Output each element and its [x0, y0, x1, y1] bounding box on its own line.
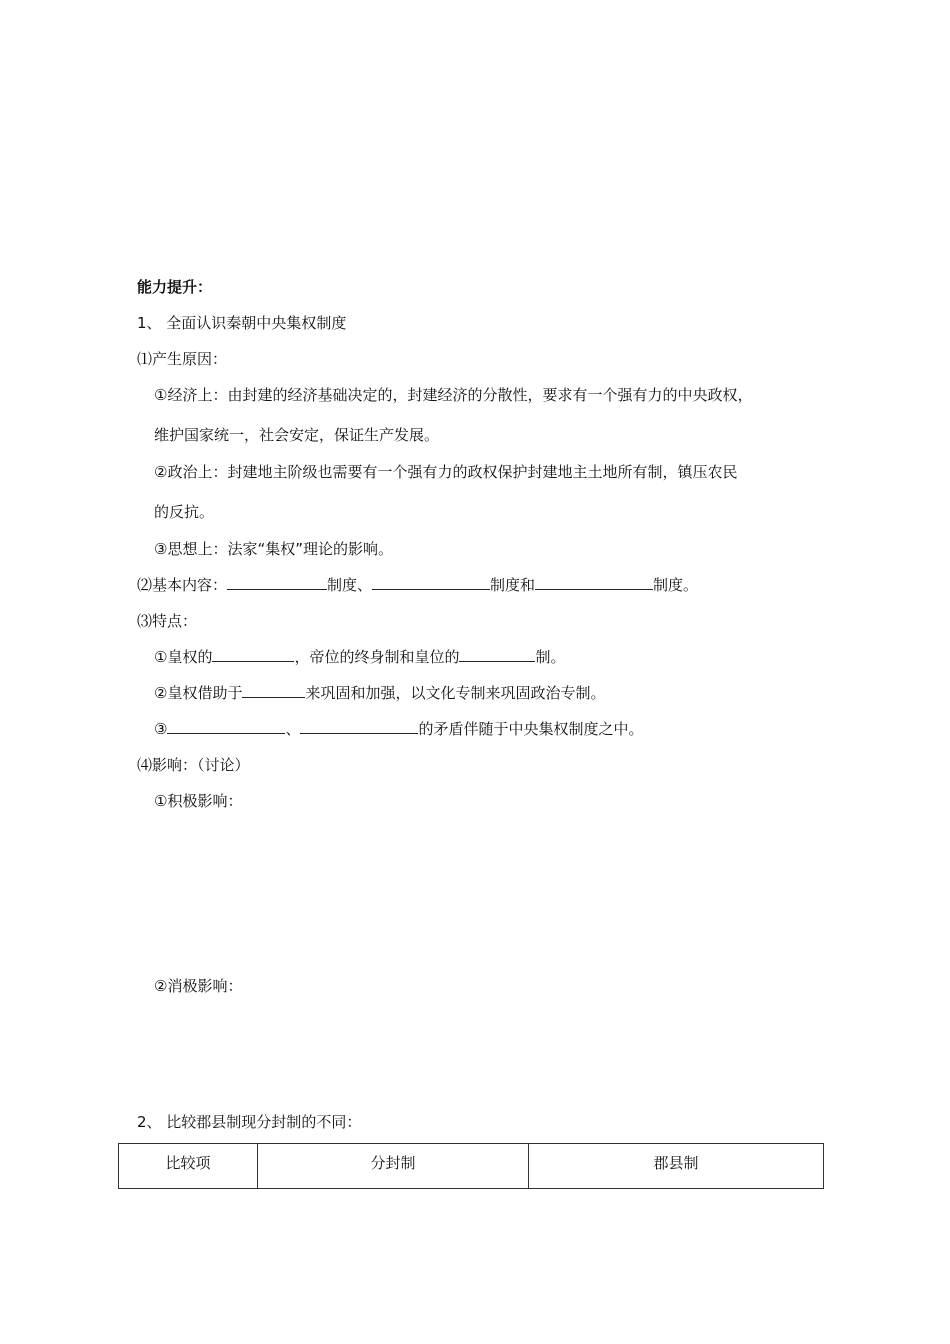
comparison-table [118, 1143, 824, 1189]
political-reason-line-1: ②政治上：封建地主阶级也需要有一个强有力的政权保护封建地主土地所有制，镇压农民 [154, 463, 738, 481]
table-header-row [119, 1144, 824, 1189]
economic-reason-line-2: 维护国家统一，社会安定，保证生产发展。 [154, 426, 440, 444]
feature-b-prefix: ②皇权借助于 [154, 684, 243, 702]
feature-a-middle: ，帝位的终身制和皇位的 [294, 648, 460, 666]
basic-content-line [137, 575, 698, 595]
economic-reason-line-1: ①经济上：由封建的经济基础决定的，封建经济的分散性，要求有一个强有力的中央政权， [154, 386, 753, 404]
fill-blank[interactable] [300, 719, 418, 734]
table-header-cell: 郡县制 [529, 1144, 824, 1189]
ideological-reason: ③思想上：法家“集权”理论的影响。 [154, 540, 393, 558]
negative-impact-label: ②消极影响： [154, 977, 243, 995]
basic-content-label: ⑵基本内容： [137, 576, 228, 594]
positive-impact-label: ①积极影响： [154, 792, 243, 810]
feature-a-prefix: ①皇权的 [154, 648, 213, 666]
fill-blank[interactable] [535, 575, 653, 590]
feature-c-suffix: 的矛盾伴随于中央集权制度之中。 [418, 720, 644, 738]
section-heading: 能力提升： [137, 278, 213, 296]
feature-a-suffix: 制。 [535, 648, 566, 666]
feature-c-line [154, 719, 643, 739]
basic-content-sep-2: 制度和 [490, 576, 536, 594]
feature-b-line [154, 683, 605, 703]
fill-blank[interactable] [212, 647, 294, 662]
question-1-title: 1、 全面认识秦朝中央集权制度 [137, 314, 347, 332]
fill-blank[interactable] [242, 683, 305, 698]
feature-a-line [154, 647, 565, 667]
table-header-cell: 分封制 [258, 1144, 529, 1189]
basic-content-sep-1: 制度、 [327, 576, 373, 594]
question-2-title: 2、 比较郡县制现分封制的不同： [137, 1113, 362, 1131]
fill-blank[interactable] [227, 575, 327, 590]
part-3-label: ⑶特点： [137, 612, 198, 630]
part-4-label: ⑷影响：（讨论） [137, 756, 250, 774]
table-header-cell: 比较项 [119, 1144, 258, 1189]
basic-content-end: 制度。 [653, 576, 699, 594]
fill-blank[interactable] [372, 575, 490, 590]
feature-b-suffix: 来巩固和加强，以文化专制来巩固政治专制。 [305, 684, 606, 702]
feature-c-middle: 、 [285, 720, 301, 738]
political-reason-line-2: 的反抗。 [154, 503, 215, 521]
feature-c-prefix: ③ [154, 720, 168, 738]
part-1-label: ⑴产生原因： [137, 350, 228, 368]
fill-blank[interactable] [167, 719, 285, 734]
fill-blank[interactable] [459, 647, 535, 662]
